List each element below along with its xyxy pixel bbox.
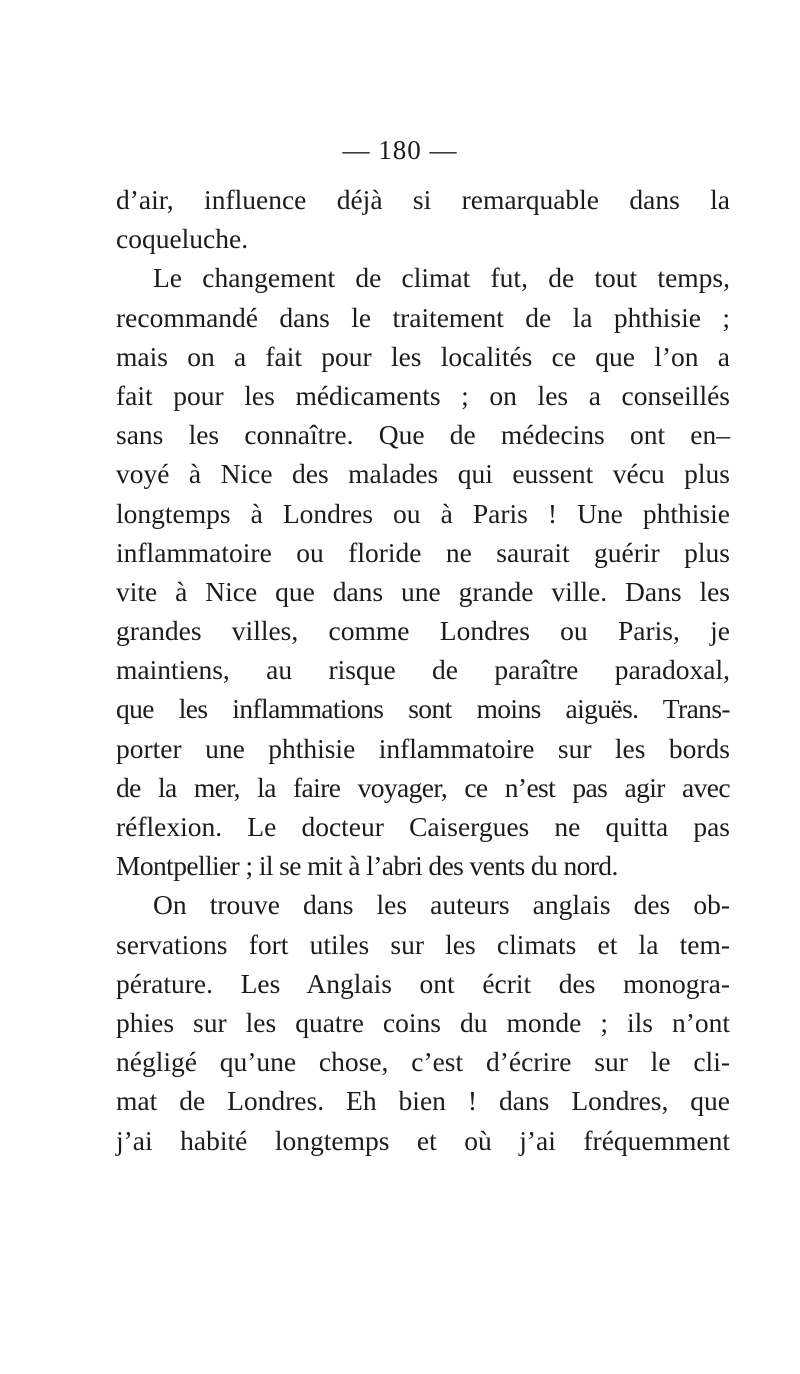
body-text xyxy=(116,180,730,1160)
text-line: que les inflammations sont moins aiguës. Trans- xyxy=(116,693,730,725)
text-line: longtemps à Londres ou à Paris ! Une phthisie xyxy=(116,497,730,529)
paragraph-start-line: Le changement de climat fut, de tout temps, xyxy=(153,262,730,294)
text-line: mat de Londres. Eh bien ! dans Londres, que xyxy=(116,1085,730,1117)
page-number-header: — 180 — xyxy=(342,135,458,165)
text-line: Montpellier ; il se mit à l’abri des vents du nord. xyxy=(116,850,618,882)
text-line: vite à Nice que dans une grande ville. Dans les xyxy=(116,575,730,607)
text-line: j’ai habité longtemps et où j’ai fréquemment xyxy=(116,1124,730,1156)
paragraph-start-line: On trouve dans les auteurs anglais des ob- xyxy=(153,889,730,921)
text-line: maintiens, au risque de paraître paradoxal, xyxy=(116,654,730,686)
text-line: réflexion. Le docteur Caisergues ne quitta pas xyxy=(116,811,730,842)
text-line: coqueluche. xyxy=(116,223,249,255)
text-line: d’air, influence déjà si remarquable dans la xyxy=(116,184,730,215)
text-line: sans les connaître. Que de médecins ont en– xyxy=(116,419,730,451)
text-line: négligé qu’une chose, c’est d’écrire sur le cli- xyxy=(116,1046,730,1078)
text-line: porter une phthisie inflammatoire sur les bords xyxy=(116,732,730,764)
text-line: voyé à Nice des malades qui eussent vécu plus xyxy=(116,458,730,490)
text-line: pérature. Les Anglais ont écrit des monogra- xyxy=(116,967,730,999)
text-line: phies sur les quatre coins du monde ; ils n’ont xyxy=(116,1006,730,1038)
text-line: inflammatoire ou floride ne saurait guérir plus xyxy=(116,536,730,568)
text-line: de la mer, la faire voyager, ce n’est pas agir avec xyxy=(116,771,730,803)
text-line: fait pour les médicaments ; on les a conseillés xyxy=(116,379,730,411)
text-line: recommandé dans le traitement de la phthisie ; xyxy=(116,301,730,333)
text-line: grandes villes, comme Londres ou Paris, je xyxy=(116,615,730,647)
text-line: mais on a fait pour les localités ce que l’on a xyxy=(116,340,730,372)
text-line: servations fort utiles sur les climats et la tem- xyxy=(116,928,730,960)
